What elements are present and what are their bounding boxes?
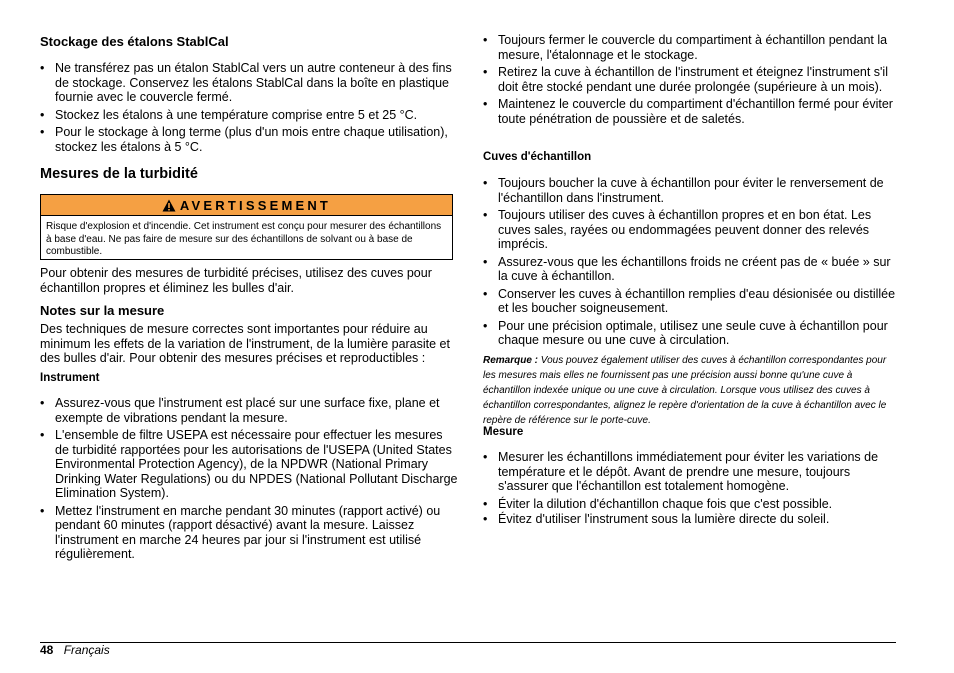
- list-item: • Ne transférez pas un étalon StablCal vers un autre conteneur à des fins de stockage. Conservez les étalons StablCal dans la boîte en plastique fournie avec le couvercle fermé.: [40, 61, 455, 105]
- warning-text: Risque d'explosion et d'incendie. Cet instrument est conçu pour mesurer des échantillons à base d'eau. Ne pas faire de mesure sur des échantillons de solvant ou à base de combustible.: [46, 221, 442, 257]
- cuves-heading: Cuves d'échantillon: [483, 151, 592, 163]
- list-item: • Retirez la cuve à échantillon de l'instrument et éteignez l'instrument s'il doit être stocké pendant une durée prolongée (supérieure à un mois).: [483, 65, 898, 94]
- remarque-note: [483, 353, 898, 428]
- list-item: • Mesurer les échantillons immédiatement pour éviter les variations de température et le dépôt. Avant de prendre une mesure, toujours s'assurer que l'échantillon est totalement homogène.: [483, 450, 898, 494]
- note-label: Remarque :: [483, 355, 539, 366]
- list-item: • Stockez les étalons à une température comprise entre 5 et 25 °C.: [40, 108, 455, 123]
- list-item: • Évitez d'utiliser l'instrument sous la lumière directe du soleil.: [483, 512, 898, 527]
- notes-heading: Notes sur la mesure: [40, 303, 165, 318]
- mesure-heading: Mesure: [483, 426, 524, 438]
- list-item: • Mettez l'instrument en marche pendant 30 minutes (rapport activé) ou pendant 60 minutes (rapport désactivé) avant la mesure. Laissez l'instrument en marche 24 heures par jour si l'instrument est utilisé régulièrement.: [40, 504, 458, 562]
- note-text: Vous pouvez également utiliser des cuves à échantillon correspondantes pour les mesures mais elles ne fournissent pas une précision aussi bonne qu'une cuve à échantillon indexée unique ou une cuve à circulation. Lorsque vous utilisez des cuves à échantillon correspondantes, alignez le repère d'orientation de la cuve à échantillon avec le repère de référence sur le porte-cuve.: [483, 355, 887, 426]
- list-item: • Assurez-vous que l'instrument est placé sur une surface fixe, plane et exempte de vibrations pendant la mesure.: [40, 396, 458, 425]
- list-item: • Toujours fermer le couvercle du compartiment à échantillon pendant la mesure, l'étalonnage et le stockage.: [483, 33, 898, 62]
- list-item: • Conserver les cuves à échantillon remplies d'eau désionisée ou distillée et les boucher soigneusement.: [483, 287, 898, 316]
- list-item: • Maintenez le couvercle du compartiment d'échantillon fermé pour éviter toute pénétration de poussière et de saletés.: [483, 97, 898, 126]
- stockage-heading: Stockage des étalons StablCal: [40, 34, 229, 49]
- intro-paragraph: Pour obtenir des mesures de turbidité précises, utilisez des cuves pour échantillon propres et éliminez les bulles d'air.: [40, 266, 432, 295]
- list-item: • Pour le stockage à long terme (plus d'un mois entre chaque utilisation), stockez les étalons à 5 °C.: [40, 125, 455, 154]
- cuves-list: [483, 176, 898, 348]
- list-item: • Toujours utiliser des cuves à échantillon propres et en bon état. Les cuves sales, rayées ou endommagées peuvent donner des relevés imprécis.: [483, 208, 898, 252]
- footer-divider: [40, 642, 896, 643]
- instrument-list-continued: [483, 33, 898, 126]
- warning-triangle-icon: [162, 199, 176, 212]
- page-footer: [40, 643, 110, 657]
- footer-language: Français: [63, 643, 110, 657]
- warning-title: AVERTISSEMENT: [179, 197, 332, 213]
- instrument-list: [40, 396, 458, 562]
- list-item: • Éviter la dilution d'échantillon chaque fois que c'est possible.: [483, 497, 898, 512]
- page-number: 48: [40, 643, 54, 657]
- list-item: • Toujours boucher la cuve à échantillon pour éviter le renversement de l'échantillon dans l'instrument.: [483, 176, 898, 205]
- mesure-list: [483, 450, 898, 527]
- instrument-heading: Instrument: [40, 372, 100, 384]
- warning-box: [40, 194, 453, 260]
- list-item: • Assurez-vous que les échantillons froids ne créent pas de « buée » sur la cuve à échantillon.: [483, 255, 898, 284]
- section-heading-mesures: Mesures de la turbidité: [40, 166, 198, 182]
- list-item: • Pour une précision optimale, utilisez une seule cuve à échantillon pour chaque mesure ou une cuve à circulation.: [483, 319, 898, 348]
- stockage-list: [40, 61, 455, 154]
- notes-paragraph: Des techniques de mesure correctes sont importantes pour réduire au minimum les effets de la variation de l'instrument, de la lumière parasite et des bulles d'air. Pour obtenir des mesures précises et reproductibles :: [40, 322, 450, 365]
- warning-header: [41, 195, 452, 216]
- list-item: • L'ensemble de filtre USEPA est nécessaire pour effectuer les mesures de turbidité rapportées pour les autorisations de l'USEPA (United States Environmental Protection Agency), de la NPDWR (National Primary Drinking Water Regulations) ou du NPDES (National Pollutant Discharge Elimination System).: [40, 428, 458, 501]
